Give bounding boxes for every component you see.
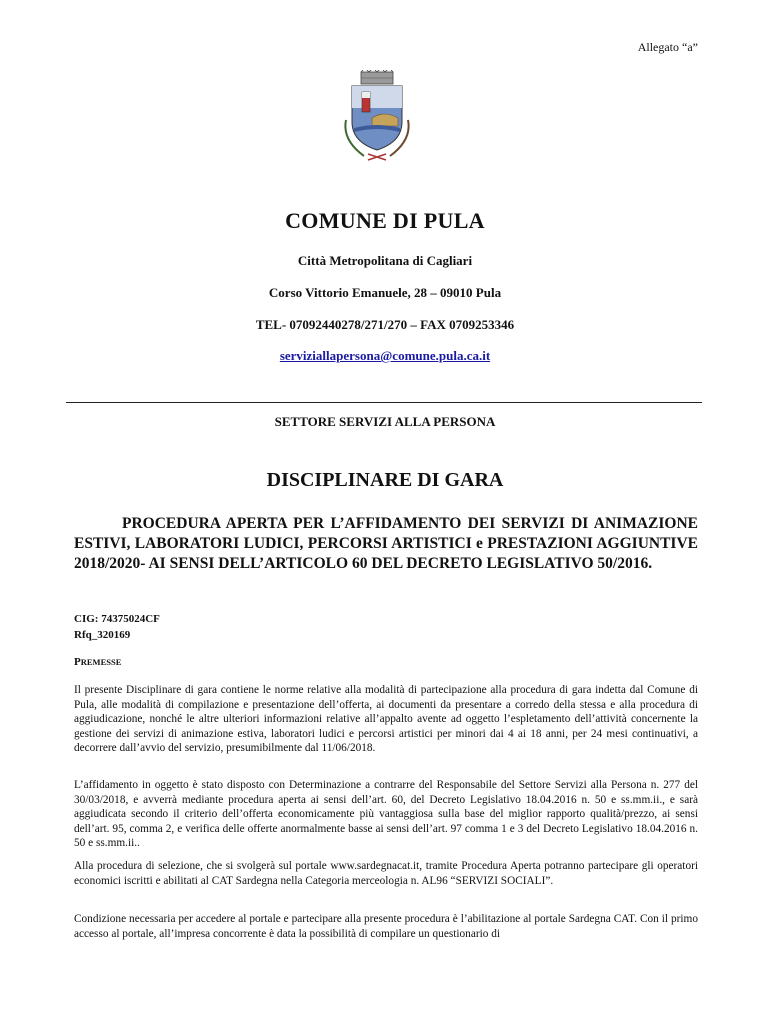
paragraph-2: L’affidamento in oggetto è stato disposto con Determinazione a contrarre del Responsabile del Settore Servizi alla Persona n. 277 del 30/03/2018, e avverrà mediante procedura aperta ai sensi dell’art. 60, del Decreto Legislativo 18.04.2016 n. 50 e ss.mm.ii., e sarà aggiudicata secondo il criterio dell’offerta economicamente più vantaggiosa sulla base del miglior rapporto qualità/prezzo, ai sensi dell’art. 95, comma 2, e verifica delle offerte anormalmente basse ai sensi dell’art. 97 comma 1 e 3 del Decreto Legislativo 18.04.2016 n. 50 e ss.mm.ii..	[74, 779, 698, 849]
municipality-address: Corso Vittorio Emanuele, 28 – 09010 Pula	[268, 285, 502, 300]
municipality-title: COMUNE DI PULA	[285, 208, 485, 233]
procedure-heading: PROCEDURA APERTA PER L’AFFIDAMENTO DEI SERVIZI DI ANIMAZIONE ESTIVI, LABORATORI LUDICI, PERCORSI ARTISTICI e PRESTAZIONI AGGIUNTIVE 2018/2020- AI SENSI DELL’ARTICOLO 60 DEL DECRETO LEGISLATIVO 50/2016.	[74, 515, 698, 572]
header-divider	[66, 402, 702, 403]
department-name: SETTORE SERVIZI ALLA PERSONA	[274, 414, 496, 429]
premesse-rest: REMESSE	[80, 657, 122, 667]
municipality-phone: TEL- 07092440278/271/270 – FAX 0709253346	[255, 317, 515, 332]
municipality-subtitle: Città Metropolitana di Cagliari	[297, 253, 473, 268]
email-line	[0, 348, 770, 364]
municipal-crest-icon	[334, 70, 420, 164]
section-heading-premesse	[74, 656, 121, 668]
premesse-initial: P	[74, 656, 81, 668]
attachment-label: Allegato “a”	[637, 40, 698, 54]
rfq-code: Rfq_320169	[74, 629, 131, 641]
reference-codes	[74, 611, 160, 643]
cig-code: CIG: 74375024CF	[74, 613, 160, 625]
paragraph-3: Alla procedura di selezione, che si svolgerà sul portale www.sardegnacat.it, tramite Procedura Aperta potranno partecipare gli operatori economici iscritti e abilitati al CAT Sardegna nella Categoria merceologia n. AL96 “SERVIZI SOCIALI”.	[74, 860, 698, 887]
email-link[interactable]: serviziallapersona@comune.pula.ca.it	[279, 348, 491, 363]
paragraph-1: Il presente Disciplinare di gara contiene le norme relative alla modalità di partecipazione alla procedura di gara indetta dal Comune di Pula, alle modalità di compilazione e presentazione dell’offerta, ai documenti da presentare a corredo della stessa e alla procedura di aggiudicazione, nonché le altre ulteriori informazioni relative all’appalto avente ad oggetto l’espletamento dell’attività concernente la gestione dei servizi di animazione estiva, laboratori ludici e percorsi artistici per minori dai 4 ai 18 anni, per 24 mesi continuativi, a decorrere dall’avvio del servizio, presumibilmente dal 11/06/2018.	[74, 684, 698, 754]
document-title: DISCIPLINARE DI GARA	[266, 469, 504, 491]
paragraph-4: Condizione necessaria per accedere al portale e partecipare alla presente procedura è l’abilitazione al portale Sardegna CAT. Con il primo accesso al portale, all’impresa concorrente è data la possibilità di compilare un questionario di	[74, 913, 698, 940]
